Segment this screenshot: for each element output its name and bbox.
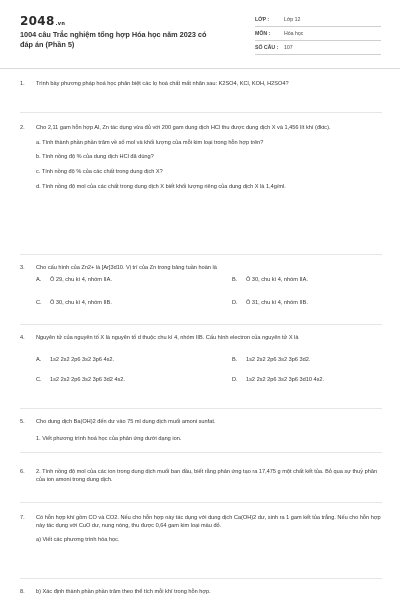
question-text: 2. Tính nồng độ mol của các ion trong dung dịch muối ban đầu, biết rằng phản ứng tạo ra 17,475 g một chất kết tủa. Bỏ qua sự thuỷ phân của ion amoni trong dung dịch. — [36, 469, 378, 484]
option-text: Ô 29, chu kì 4, nhóm IIA. — [50, 277, 112, 284]
question-text: Cho cấu hình của Zn2+ là [Ar]3d10. Vị trí của Zn trong bảng tuần hoàn là — [36, 265, 217, 271]
option-label: D. — [232, 377, 238, 384]
question-number: 6. — [20, 469, 25, 475]
question-6 — [20, 468, 382, 484]
question-text: Cho dung dịch Ba(OH)2 đến dư vào 75 ml dung dịch muối amoni sunfat. — [36, 419, 216, 425]
meta-row-subject — [255, 28, 381, 41]
question-number: 1. — [20, 81, 25, 87]
option-label: A. — [36, 357, 42, 364]
meta-key: LỚP : — [255, 17, 270, 23]
question-divider — [20, 254, 382, 255]
answer-options — [36, 276, 382, 307]
question-divider — [20, 112, 382, 113]
question-number: 2. — [20, 125, 25, 131]
question-divider — [20, 324, 382, 325]
question-number: 8. — [20, 589, 25, 595]
header-divider — [0, 68, 400, 69]
question-2 — [20, 124, 382, 191]
option-label: C. — [36, 377, 42, 384]
question-divider — [20, 408, 382, 409]
question-4 — [20, 334, 382, 384]
question-divider — [20, 452, 382, 453]
option-text: Ô 30, chu kì 4, nhóm IIA. — [246, 277, 308, 284]
question-number: 5. — [20, 419, 25, 425]
option-text: Ô 31, chu kì 4, nhóm IIB. — [246, 300, 308, 307]
option-text: 1s2 2s2 2p6 3s2 3p6 4s2. — [50, 357, 115, 364]
question-5 — [20, 418, 382, 443]
meta-value: Hóa học — [284, 31, 304, 37]
option-label: A. — [36, 277, 42, 284]
sub-question: c. Tính nồng độ % của các chất trong dung dịch X? — [36, 169, 163, 176]
meta-row-count — [255, 42, 381, 55]
question-7 — [20, 514, 382, 545]
question-text: Nguyên tử của nguyên tố X là nguyên tố d thuộc chu kì 4, nhóm IIB. Cấu hình electron của nguyên tử X là — [36, 335, 299, 341]
meta-value: 107 — [284, 45, 293, 51]
question-number: 7. — [20, 515, 25, 521]
question-text: Có hỗn hợp khí gồm CO và CO2. Nếu cho hỗn hợp này tác dụng với dung dịch Ca(OH)2 dư, sinh ra 1 gam kết tủa trắng. Nếu cho hỗn hợp này tác dụng với CuO dư, nung nóng, thu được 0,64 gam kim loại màu đỏ. — [36, 515, 381, 530]
question-number: 4. — [20, 335, 25, 341]
sub-question: a) Viết các phương trình hóa học. — [36, 537, 120, 544]
page-header — [0, 0, 400, 66]
question-divider — [20, 578, 382, 579]
option-label: C. — [36, 300, 42, 307]
document-title: 1004 câu Trắc nghiệm tổng hợp Hóa học năm 2023 có đáp án (Phần 5) — [20, 30, 207, 49]
sub-question: b. Tính nồng độ % của dung dịch HCl đã dùng? — [36, 154, 154, 161]
logo-main: 2048 — [20, 14, 55, 28]
option-label: B. — [232, 277, 238, 284]
meta-row-class — [255, 14, 381, 27]
option-label: D. — [232, 300, 238, 307]
logo-suffix: .vn — [55, 21, 66, 27]
question-8 — [20, 588, 382, 596]
question-divider — [20, 502, 382, 503]
option-label: B. — [232, 357, 238, 364]
meta-key: SỐ CÂU : — [255, 45, 279, 51]
sub-question: a. Tính thành phần phần trăm về số mol và khối lượng của mỗi kim loại trong hỗn hợp trên? — [36, 139, 264, 146]
option-text: Ô 30, chu kì 4, nhóm IIB. — [50, 300, 112, 307]
meta-value: Lớp 12 — [284, 17, 301, 23]
site-logo[interactable] — [20, 14, 65, 28]
question-number: 3. — [20, 265, 25, 271]
option-text: 1s2 2s2 2p6 3s2 3p6 3d2. — [246, 357, 311, 364]
question-text: Trình bày phương pháp hoá học phân biệt các lọ hoá chất mất nhãn sau: K2SO4, KCl, KOH, H2SO4? — [36, 81, 289, 87]
sub-question: d. Tính nồng độ mol của các chất trong dung dịch X biết khối lượng riêng của dung dịch X là 1,4g/ml. — [36, 183, 286, 190]
meta-key: MÔN : — [255, 31, 271, 37]
question-1 — [20, 80, 382, 88]
answer-options — [36, 346, 382, 384]
question-text: Cho 2,11 gam hỗn hợp Al, Zn tác dụng vừa đủ với 200 gam dung dịch HCl thu được dung dịch X và 1,456 lít khí (đktc). — [36, 125, 331, 131]
option-text: 1s2 2s2 2p6 3s2 3p6 3d2 4s2. — [50, 377, 125, 384]
option-text: 1s2 2s2 2p6 3s2 3p6 3d10 4s2. — [246, 377, 325, 384]
question-3 — [20, 264, 382, 307]
sub-question: 1. Viết phương trình hoá học của phản ứng dưới dạng ion. — [36, 436, 182, 443]
question-text: b) Xác định thành phần phần trăm theo thể tích mỗi khí trong hỗn hợp. — [36, 589, 211, 595]
